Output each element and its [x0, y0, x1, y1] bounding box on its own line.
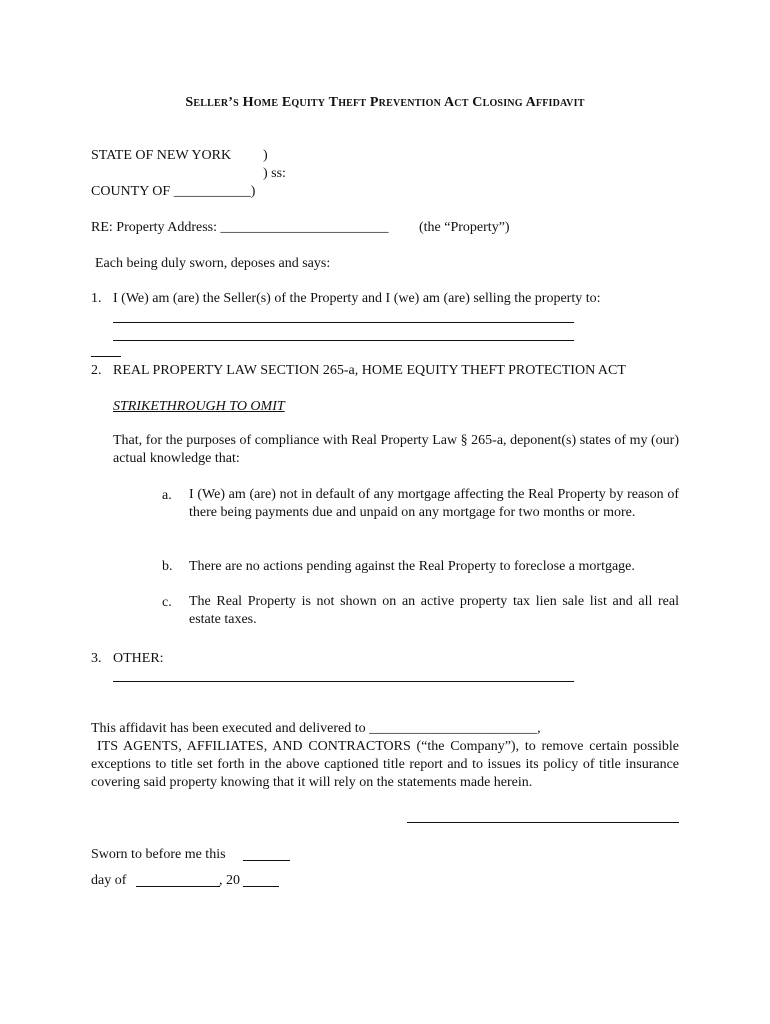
- delivery-body: ITS AGENTS, AFFILIATES, AND CONTRACTORS (“the Company”), to remove certain possible exceptions to title set forth in the above captioned title report and to issues its policy of title insurance covering said property knowing that it will rely on the statements made herein.: [91, 739, 679, 790]
- subitem-b-text: There are no actions pending against the Real Property to foreclose a mortgage.: [189, 559, 635, 574]
- item-3-number: 3.: [91, 651, 102, 666]
- subitem-b-letter: b.: [162, 559, 173, 574]
- property-definition: (the “Property”): [419, 220, 510, 235]
- year-prefix: , 20: [219, 873, 240, 888]
- venue-ss: ) ss:: [263, 166, 286, 181]
- venue-state: STATE OF NEW YORK: [91, 148, 232, 163]
- subitem-c-letter: c.: [162, 595, 172, 610]
- initial-line: [91, 356, 121, 357]
- signature-line: [407, 822, 679, 823]
- item-2-heading: REAL PROPERTY LAW SECTION 265-a, HOME EQUITY THEFT PROTECTION ACT: [113, 363, 626, 378]
- item-1-text: I (We) am (are) the Seller(s) of the Property and I (we) am (are) selling the property to:: [113, 291, 601, 306]
- item-2-number: 2.: [91, 363, 102, 378]
- subitem-a-text: I (We) am (are) not in default of any mortgage affecting the Real Property by reason of there being payments due and unpaid on any mortgage for two months or more.: [189, 487, 679, 520]
- strikethrough-note: STRIKETHROUGH TO OMIT: [113, 399, 285, 414]
- other-line: [113, 681, 574, 682]
- item-2-intro: That, for the purposes of compliance with Real Property Law § 265-a, deponent(s) states of my (our) actual knowledge that:: [113, 433, 679, 466]
- buyer-line-1: [113, 322, 574, 323]
- day-of-label: day of: [91, 873, 127, 888]
- subitem-c-text: The Real Property is not shown on an active property tax lien sale list and all real estate taxes.: [189, 594, 679, 627]
- sworn-line: Sworn to before me this: [91, 847, 226, 862]
- delivery-line: This affidavit has been executed and delivered to ________________________,: [91, 721, 541, 736]
- item-3-label: OTHER:: [113, 651, 164, 666]
- venue-paren-top: ): [263, 148, 268, 163]
- year-blank: [243, 886, 279, 887]
- document-title: Seller’s Home Equity Theft Prevention Act Closing Affidavit: [185, 95, 585, 110]
- item-1-number: 1.: [91, 291, 102, 306]
- venue-county: COUNTY OF ___________): [91, 184, 256, 199]
- property-address-line: RE: Property Address: ________________________: [91, 220, 389, 235]
- buyer-line-2: [113, 340, 574, 341]
- subitem-a-letter: a.: [162, 488, 172, 503]
- month-blank: [136, 886, 220, 887]
- sworn-day-blank: [243, 860, 290, 861]
- sworn-intro: Each being duly sworn, deposes and says:: [95, 256, 331, 271]
